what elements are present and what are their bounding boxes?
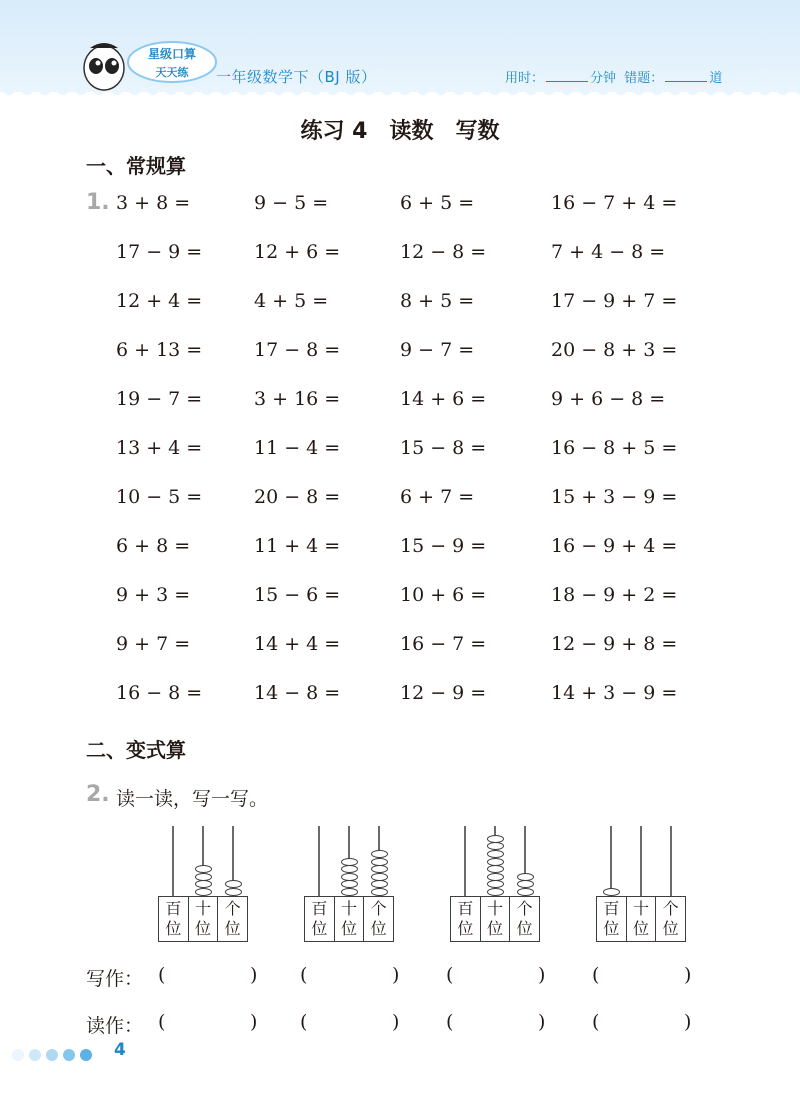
equation: 8 + 5 = <box>400 290 475 312</box>
answer-blank[interactable] <box>458 1011 536 1033</box>
abacus-bead <box>371 888 388 896</box>
answer-blank[interactable] <box>170 964 248 986</box>
abacus-bead <box>195 873 212 881</box>
equation: 14 + 6 = <box>400 388 487 410</box>
abacus-bead <box>487 873 504 881</box>
equation: 9 + 7 = <box>116 633 191 655</box>
abacus-bead <box>487 880 504 888</box>
logo-text-1: 星级口算 <box>147 47 197 61</box>
equation: 15 − 9 = <box>400 535 487 557</box>
abacus-base <box>450 896 540 942</box>
equation: 11 − 4 = <box>254 437 341 459</box>
abacus-base <box>304 896 394 942</box>
place-label: 百 位 <box>451 897 481 941</box>
abacus-bead <box>341 888 358 896</box>
equation: 16 − 8 + 5 = <box>551 437 678 459</box>
time-label: 用时： <box>505 71 545 86</box>
abacus-base <box>596 896 686 942</box>
equation: 16 − 7 + 4 = <box>551 192 678 214</box>
abacus-bead <box>195 880 212 888</box>
equation: 11 + 4 = <box>254 535 341 557</box>
footer-dot <box>46 1049 58 1061</box>
equation: 6 + 8 = <box>116 535 191 557</box>
place-label: 百 位 <box>305 897 335 941</box>
answer-close-paren: ) <box>538 1011 546 1033</box>
answer-close-paren: ) <box>250 964 258 986</box>
answer-close-paren: ) <box>684 1011 692 1033</box>
answer-close-paren: ) <box>250 1011 258 1033</box>
equation: 9 − 5 = <box>254 192 329 214</box>
equation: 20 − 8 = <box>254 486 341 508</box>
answer-close-paren: ) <box>392 1011 400 1033</box>
abacus <box>596 826 686 942</box>
abacus-bead <box>487 835 504 843</box>
answer-open-paren: ( <box>300 1011 308 1033</box>
errors-label: 错题： <box>624 71 664 86</box>
equation: 6 + 13 = <box>116 339 203 361</box>
abacus-bead <box>195 865 212 873</box>
abacus <box>450 826 540 942</box>
abacus <box>304 826 394 942</box>
equation: 20 − 8 + 3 = <box>551 339 678 361</box>
question-2-number: 2. <box>86 782 110 807</box>
abacus-rod <box>172 826 174 896</box>
abacus-rod <box>318 826 320 896</box>
abacus-bead <box>225 888 242 896</box>
equation: 6 + 7 = <box>400 486 475 508</box>
place-label: 百 位 <box>159 897 189 941</box>
place-label: 百 位 <box>597 897 627 941</box>
equation: 12 − 9 = <box>400 682 487 704</box>
page-number: 4 <box>114 1040 126 1060</box>
errors-unit: 道 <box>709 71 723 86</box>
answer-blank[interactable] <box>604 964 682 986</box>
abacus-bead <box>341 880 358 888</box>
abacus-bead <box>341 865 358 873</box>
answer-close-paren: ) <box>684 964 692 986</box>
read-label: 读作： <box>86 1015 144 1037</box>
answer-blank[interactable] <box>458 964 536 986</box>
equation: 17 − 9 = <box>116 241 203 263</box>
place-label: 个 位 <box>224 899 241 938</box>
abacus <box>158 826 248 942</box>
answer-blank[interactable] <box>604 1011 682 1033</box>
equation: 3 + 8 = <box>116 192 191 214</box>
equation: 16 − 8 = <box>116 682 203 704</box>
answer-open-paren: ( <box>592 1011 600 1033</box>
answer-open-paren: ( <box>300 964 308 986</box>
abacus-rod <box>670 826 672 896</box>
time-and-errors <box>505 67 722 86</box>
section1-title: 一、常规算 <box>86 154 186 178</box>
abacus-bead <box>517 888 534 896</box>
equation: 7 + 4 − 8 = <box>551 241 666 263</box>
equation: 13 + 4 = <box>116 437 203 459</box>
equation: 12 + 4 = <box>116 290 203 312</box>
footer-dot <box>63 1049 75 1061</box>
abacus-bead <box>371 880 388 888</box>
answer-close-paren: ) <box>392 964 400 986</box>
equation: 9 + 6 − 8 = <box>551 388 666 410</box>
equation: 16 − 9 + 4 = <box>551 535 678 557</box>
footer-dot <box>29 1049 41 1061</box>
footer-dot <box>80 1049 92 1061</box>
abacus-bead <box>487 888 504 896</box>
equation: 12 − 9 + 8 = <box>551 633 678 655</box>
equation: 10 − 5 = <box>116 486 203 508</box>
abacus-bead <box>371 873 388 881</box>
equation: 14 − 8 = <box>254 682 341 704</box>
abacus-bead <box>341 873 358 881</box>
equation: 14 + 4 = <box>254 633 341 655</box>
abacus-bead <box>517 873 534 881</box>
place-label: 十 位 <box>627 897 657 941</box>
answer-open-paren: ( <box>446 1011 454 1033</box>
abacus-bead <box>487 865 504 873</box>
abacus-bead <box>225 880 242 888</box>
book-title: 一年级数学下（BJ 版） <box>216 68 377 86</box>
answer-open-paren: ( <box>158 1011 166 1033</box>
abacus-bead <box>341 858 358 866</box>
equation: 9 + 3 = <box>116 584 191 606</box>
place-label: 十 位 <box>481 897 511 941</box>
place-label: 十 位 <box>189 897 219 941</box>
errors-blank[interactable] <box>665 69 707 82</box>
place-label: 个 位 <box>662 899 679 938</box>
answer-blank[interactable] <box>312 964 390 986</box>
equation: 6 + 5 = <box>400 192 475 214</box>
abacus-bead <box>487 842 504 850</box>
write-label: 写作： <box>86 968 144 990</box>
abacus-bead <box>371 850 388 858</box>
answer-open-paren: ( <box>592 964 600 986</box>
answer-close-paren: ) <box>538 964 546 986</box>
footer-dot <box>12 1049 24 1061</box>
equation: 12 − 8 = <box>400 241 487 263</box>
abacus-bead <box>371 858 388 866</box>
place-label: 个 位 <box>516 899 533 938</box>
abacus-base <box>158 896 248 942</box>
equation: 3 + 16 = <box>254 388 341 410</box>
question-1-number: 1. <box>86 190 110 215</box>
equation: 12 + 6 = <box>254 241 341 263</box>
answer-open-paren: ( <box>446 964 454 986</box>
abacus-bead <box>487 858 504 866</box>
answer-blank[interactable] <box>312 1011 390 1033</box>
equation: 15 − 8 = <box>400 437 487 459</box>
equation: 4 + 5 = <box>254 290 329 312</box>
equation: 10 + 6 = <box>400 584 487 606</box>
answer-blank[interactable] <box>170 1011 248 1033</box>
abacus-bead <box>517 880 534 888</box>
equation: 14 + 3 − 9 = <box>551 682 678 704</box>
time-unit: 分钟 <box>590 71 617 86</box>
equation: 17 − 9 + 7 = <box>551 290 678 312</box>
question-2-prompt: 读一读，写一写。 <box>116 788 269 810</box>
equation: 17 − 8 = <box>254 339 341 361</box>
equation: 9 − 7 = <box>400 339 475 361</box>
equation: 19 − 7 = <box>116 388 203 410</box>
equation: 15 + 3 − 9 = <box>551 486 678 508</box>
abacus-rod <box>464 826 466 896</box>
place-label: 个 位 <box>370 899 387 938</box>
abacus-rod <box>640 826 642 896</box>
logo-text-2: 天天练 <box>155 66 189 79</box>
answer-open-paren: ( <box>158 964 166 986</box>
mascot-logo <box>80 38 220 100</box>
section2-title: 二、变式算 <box>86 738 186 762</box>
equation: 15 − 6 = <box>254 584 341 606</box>
equation: 18 − 9 + 2 = <box>551 584 678 606</box>
lesson-title: 练习 4 读数 写数 <box>300 119 500 144</box>
abacus-bead <box>603 888 620 896</box>
abacus-bead <box>487 850 504 858</box>
footer-dots <box>12 1046 97 1065</box>
abacus-bead <box>195 888 212 896</box>
equation: 16 − 7 = <box>400 633 487 655</box>
place-label: 十 位 <box>335 897 365 941</box>
time-blank[interactable] <box>546 69 588 82</box>
abacus-bead <box>371 865 388 873</box>
abacus-rod <box>610 826 612 896</box>
